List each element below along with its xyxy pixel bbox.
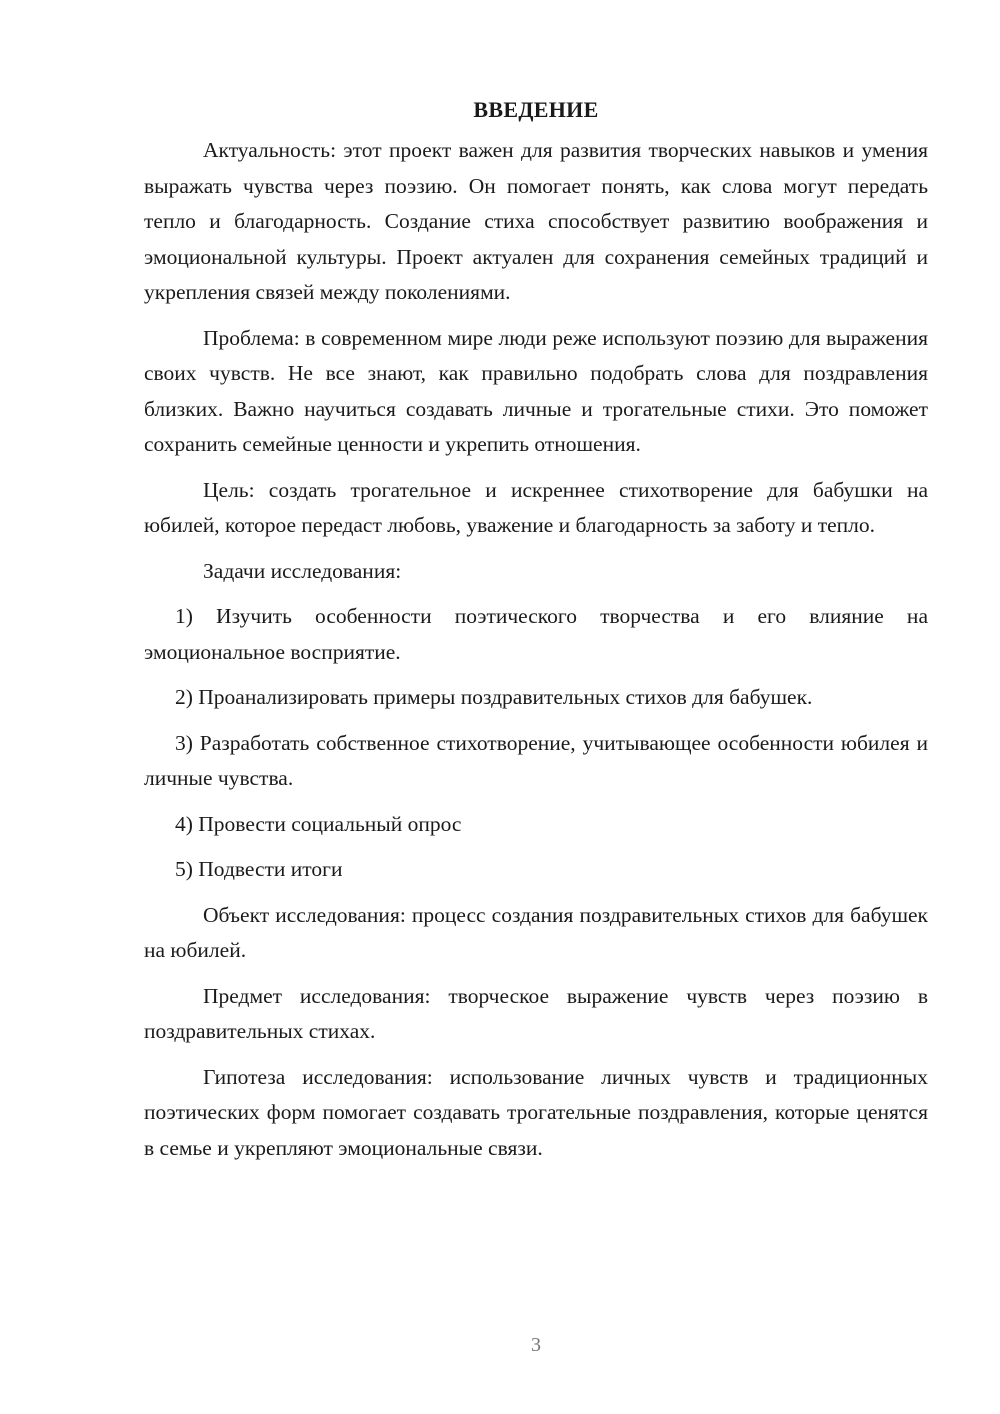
document-page <box>144 92 928 1176</box>
hypothesis-paragraph: Гипотеза исследования: использование личных чувств и традиционных поэтических форм помогает создавать трогательные поздравления, которые ценятся в семье и укрепляют эмоциональные связи. <box>144 1064 928 1160</box>
object-paragraph: Объект исследования: процесс создания поздравительных стихов для бабушек на юбилей. <box>144 902 928 962</box>
page-number: 3 <box>531 1334 541 1356</box>
task-item-4: 4) Провести социальный опрос <box>175 811 462 836</box>
goal-paragraph: Цель: создать трогательное и искреннее стихотворение для бабушки на юбилей, которое передаст любовь, уважение и благодарность за заботу и тепло. <box>144 477 928 537</box>
task-item-1: 1) Изучить особенности поэтического творчества и его влияние на эмоциональное восприятие. <box>144 604 928 664</box>
section-title: ВВЕДЕНИЕ <box>473 97 599 122</box>
tasks-heading: Задачи исследования: <box>203 558 402 583</box>
relevance-paragraph: Актуальность: этот проект важен для развития творческих навыков и умения выражать чувства через поэзию. Он помогает понять, как слова могут передать тепло и благодарность. Создание стиха способствует развитию воображения и эмоциональной культуры. Проект актуален для сохранения семейных традиций и укрепления связей между поколениями. <box>144 138 928 304</box>
problem-paragraph: Проблема: в современном мире люди реже используют поэзию для выражения своих чувств. Не все знают, как правильно подобрать слова для поздравления близких. Важно научиться создавать личные и трогательные стихи. Это поможет сохранить семейные ценности и укрепить отношения. <box>144 325 928 456</box>
task-item-5: 5) Подвести итоги <box>175 857 343 881</box>
task-item-3: 3) Разработать собственное стихотворение, учитывающее особенности юбилея и личные чувства. <box>144 730 928 790</box>
task-item-2: 2) Проанализировать примеры поздравительных стихов для бабушек. <box>175 685 813 709</box>
subject-paragraph: Предмет исследования: творческое выражение чувств через поэзию в поздравительных стихах. <box>144 983 928 1043</box>
